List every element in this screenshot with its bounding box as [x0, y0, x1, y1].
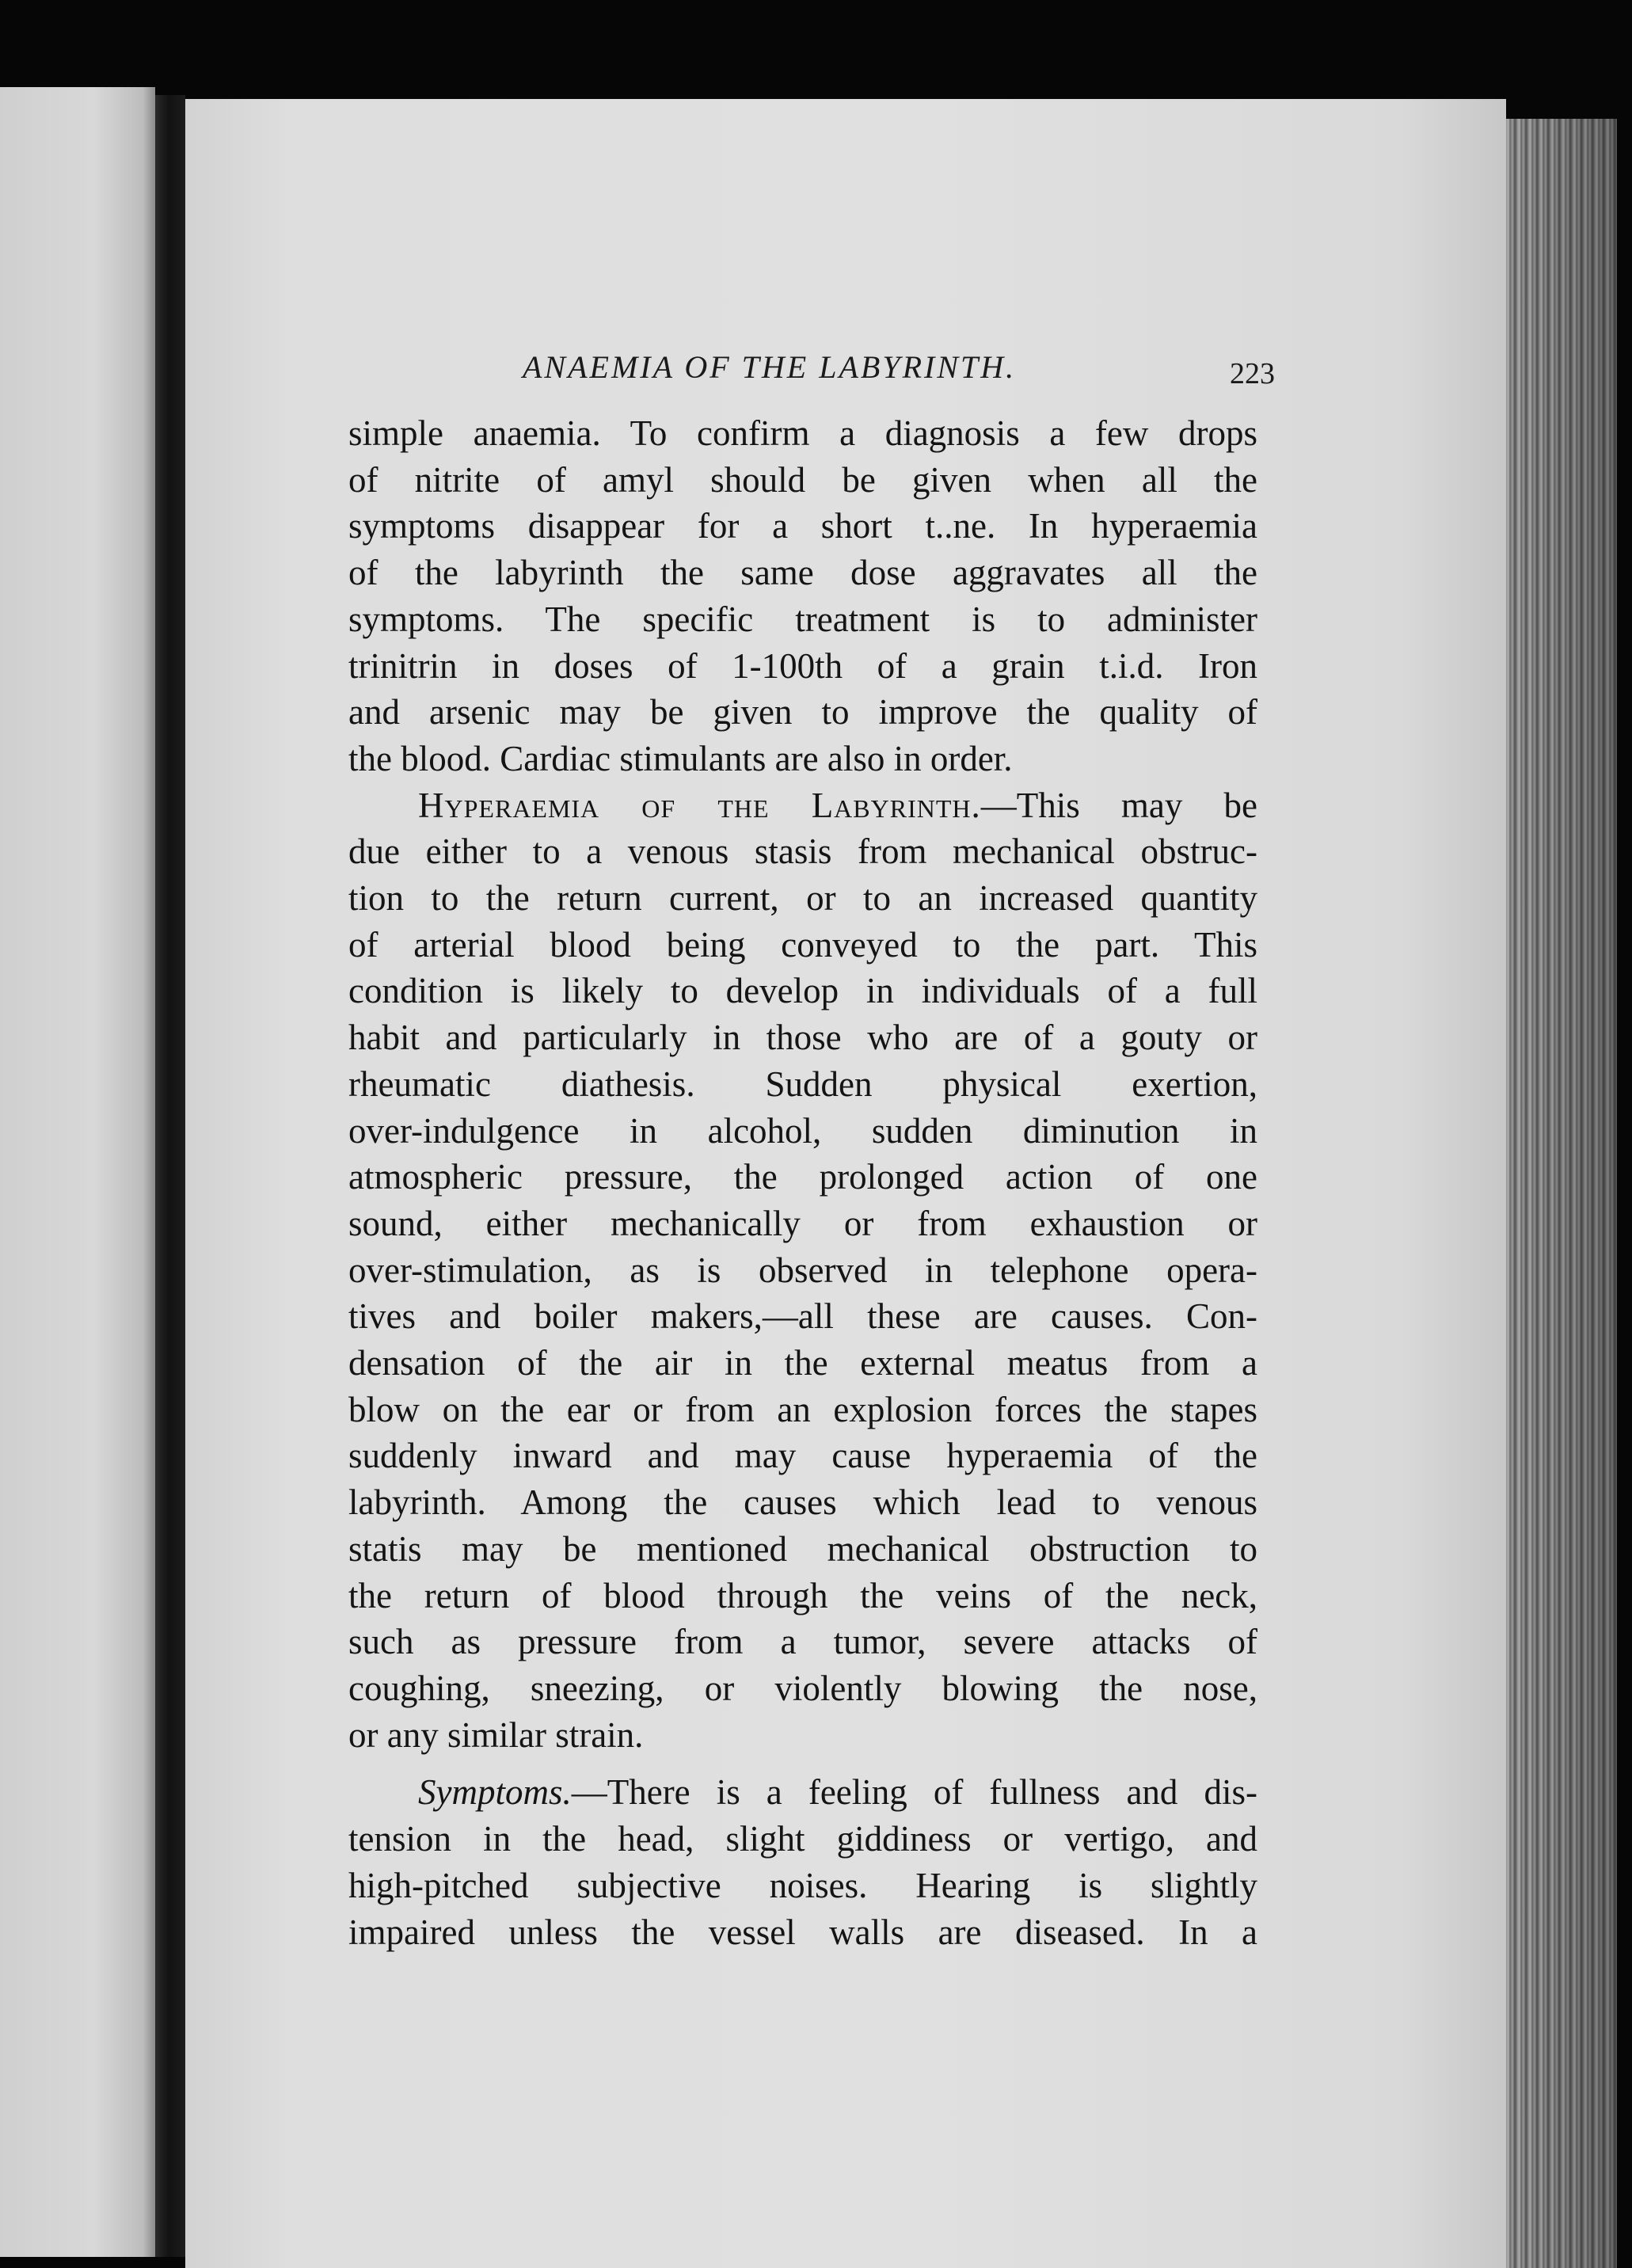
text-line: tion to the return current, or to an increased quantity [348, 878, 1257, 919]
text-line: tension in the head, slight giddiness or vertigo, and [348, 1819, 1257, 1859]
text-line: symptoms. The specific treatment is to administer [348, 599, 1257, 639]
body-text [348, 410, 1257, 1955]
facing-page-edge [0, 87, 155, 2257]
text-line: densation of the air in the external meatus from a [348, 1343, 1257, 1383]
text-line: habit and particularly in those who are of a gouty or [348, 1018, 1257, 1058]
text-line: high-pitched subjective noises. Hearing is slightly [348, 1865, 1257, 1905]
text-line: over-indulgence in alcohol, sudden diminution in [348, 1110, 1257, 1151]
section-heading-symptoms: Symptoms. [418, 1772, 572, 1813]
text-line: suddenly inward and may cause hyperaemia of the [348, 1436, 1257, 1476]
text-line: statis may be mentioned mechanical obstruction to [348, 1528, 1257, 1569]
page-number: 223 [1230, 357, 1275, 390]
text-line: the return of blood through the veins of the neck, [348, 1575, 1257, 1615]
running-head: ANAEMIA OF THE LABYRINTH. [523, 349, 1017, 385]
text-line: blow on the ear or from an explosion forces the stapes [348, 1389, 1257, 1429]
text-line [348, 1769, 1257, 1816]
text-line: over-stimulation, as is observed in telephone opera- [348, 1250, 1257, 1290]
text-line: condition is likely to develop in individuals of a full [348, 971, 1257, 1011]
section-heading-hyperaemia: Hyperaemia of the Labyrinth. [418, 785, 981, 825]
text-line: such as pressure from a tumor, severe attacks of [348, 1622, 1257, 1662]
text-line: of the labyrinth the same dose aggravates all the [348, 553, 1257, 593]
text-line-continuation: —This may be [980, 785, 1257, 825]
paragraph-3 [348, 1769, 1257, 1955]
text-line: the blood. Cardiac stimulants are also in order. [348, 738, 1013, 778]
text-line: atmospheric pressure, the prolonged action of one [348, 1157, 1257, 1197]
paragraph-1 [348, 410, 1257, 782]
text-line: impaired unless the vessel walls are diseased. In a [348, 1912, 1257, 1952]
text-line: rheumatic diathesis. Sudden physical exertion, [348, 1064, 1257, 1104]
text-line: coughing, sneezing, or violently blowing the nose, [348, 1668, 1257, 1708]
text-line-continuation: —There is a feeling of fullness and dis- [571, 1772, 1257, 1813]
text-line: symptoms disappear for a short t..ne. In hyperaemia [348, 506, 1257, 546]
text-line: sound, either mechanically or from exhaustion or [348, 1203, 1257, 1243]
book-gutter [155, 95, 185, 2257]
page-stack-shadow [1506, 119, 1617, 2268]
text-line [348, 782, 1257, 829]
text-line: labyrinth. Among the causes which lead to venous [348, 1482, 1257, 1523]
text-line: tives and boiler makers,—all these are causes. Con- [348, 1296, 1257, 1337]
text-line: trinitrin in doses of 1-100th of a grain t.i.d. Iron [348, 645, 1257, 686]
text-line: and arsenic may be given to improve the quality of [348, 692, 1257, 733]
text-line: simple anaemia. To confirm a diagnosis a few drops [348, 413, 1257, 453]
text-line: of arterial blood being conveyed to the part. This [348, 924, 1257, 965]
text-line: due either to a venous stasis from mechanical obstruc- [348, 831, 1257, 872]
text-line: of nitrite of amyl should be given when all the [348, 459, 1257, 500]
paragraph-2 [348, 782, 1257, 1759]
text-line: or any similar strain. [348, 1714, 644, 1755]
